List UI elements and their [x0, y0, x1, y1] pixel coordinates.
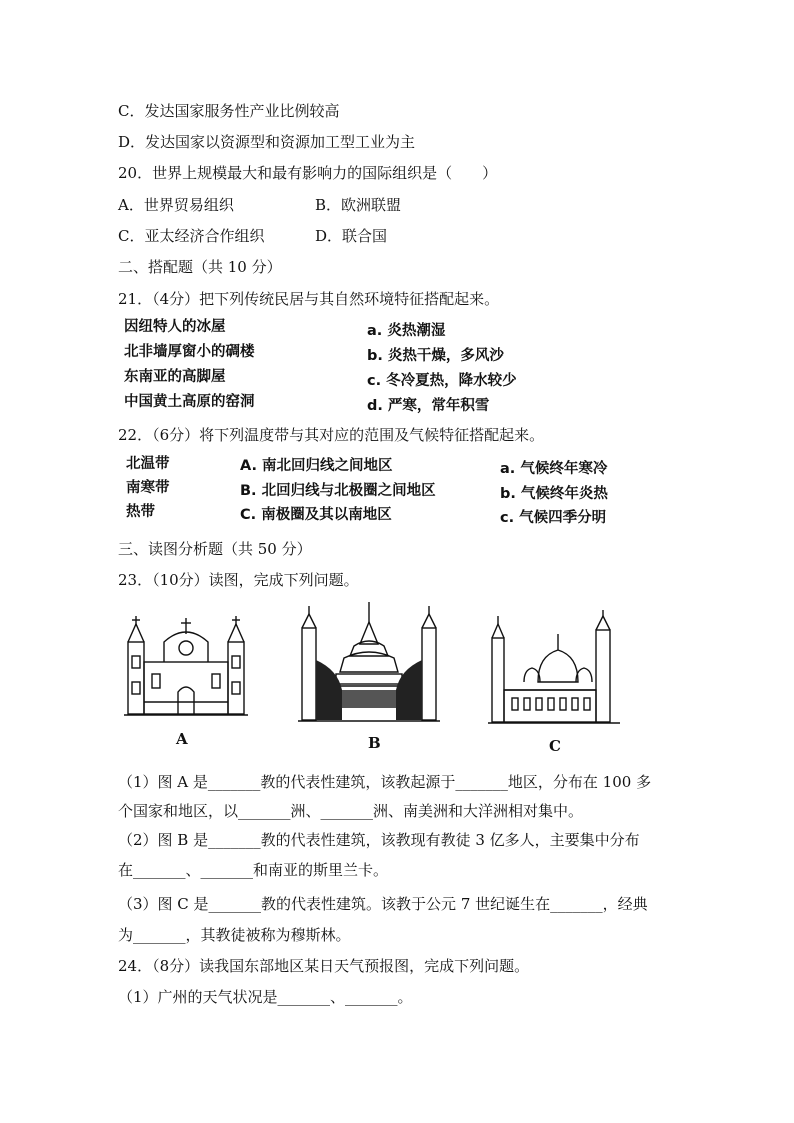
match21-left-4: 中国黄土高原的窑洞	[124, 394, 255, 410]
match21-right-c: c. 冬冷夏热，降水较少	[367, 373, 517, 389]
section-2-heading: 二、搭配题（共 10 分）	[118, 258, 282, 276]
match21-left-2: 北非墙厚窗小的碉楼	[124, 344, 255, 360]
mosque-illustration	[488, 610, 620, 728]
q23-part1-line1: （1）图 A 是_______教的代表性建筑，该教起源于_______地区，分布在 100 多	[118, 773, 652, 791]
figure-c-label: C	[549, 737, 561, 755]
question-23: 23．（10分）读图，完成下列问题。	[118, 571, 359, 589]
q23-part2-line2: 在_______、_______和南亚的斯里兰卡。	[118, 861, 389, 879]
question-21: 21．（4分）把下列传统民居与其自然环境特征搭配起来。	[118, 290, 500, 308]
match21-left-3: 东南亚的高脚屋	[124, 369, 226, 385]
q23-part1-line2: 个国家和地区，以_______洲、_______洲、南美洲和大洋洲相对集中。	[118, 802, 584, 820]
section-3-heading: 三、读图分析题（共 50 分）	[118, 540, 312, 558]
church-illustration	[124, 612, 248, 718]
q24-part1: （1）广州的天气状况是_______、_______。	[118, 988, 413, 1006]
match22-left-3: 热带	[126, 504, 155, 520]
question-20: 20．世界上规模最大和最有影响力的国际组织是（ ）	[118, 164, 498, 182]
figure-b-label: B	[368, 734, 381, 752]
match21-right-d: d. 严寒，常年积雪	[367, 398, 490, 414]
match22-mid-a: A. 南北回归线之间地区	[240, 458, 393, 474]
question-22: 22．（6分）将下列温度带与其对应的范围及气候特征搭配起来。	[118, 426, 545, 444]
q20-option-a: A．世界贸易组织	[118, 196, 234, 214]
q23-part2-line1: （2）图 B 是_______教的代表性建筑，该教现有教徒 3 亿多人，主要集中分布	[118, 831, 640, 849]
match21-right-b: b. 炎热干燥，多风沙	[367, 348, 504, 364]
q20-option-d: D．联合国	[315, 227, 388, 245]
match21-left-1: 因纽特人的冰屋	[124, 319, 226, 335]
match22-right-c: c. 气候四季分明	[500, 510, 607, 526]
match22-left-1: 北温带	[126, 456, 170, 472]
match22-right-b: b. 气候终年炎热	[500, 486, 608, 502]
match22-mid-b: B. 北回归线与北极圈之间地区	[240, 483, 436, 499]
match22-mid-c: C. 南极圈及其以南地区	[240, 507, 392, 523]
q20-option-b: B．欧洲联盟	[315, 196, 402, 214]
match22-left-2: 南寒带	[126, 480, 170, 496]
q20-option-c: C．亚太经济合作组织	[118, 227, 265, 245]
option-d-line: D．发达国家以资源型和资源加工型工业为主	[118, 133, 416, 151]
option-c-line: C．发达国家服务性产业比例较高	[118, 102, 340, 120]
figure-a-label: A	[176, 730, 188, 748]
match21-right-a: a. 炎热潮湿	[367, 323, 446, 339]
q23-part3-line2: 为_______，其教徒被称为穆斯林。	[118, 926, 351, 944]
pagoda-illustration	[298, 600, 440, 724]
q23-part3-line1: （3）图 C 是_______教的代表性建筑。该教于公元 7 世纪诞生在_______，经典	[118, 895, 648, 913]
match22-right-a: a. 气候终年寒冷	[500, 461, 608, 477]
question-24: 24．（8分）读我国东部地区某日天气预报图，完成下列问题。	[118, 957, 530, 975]
